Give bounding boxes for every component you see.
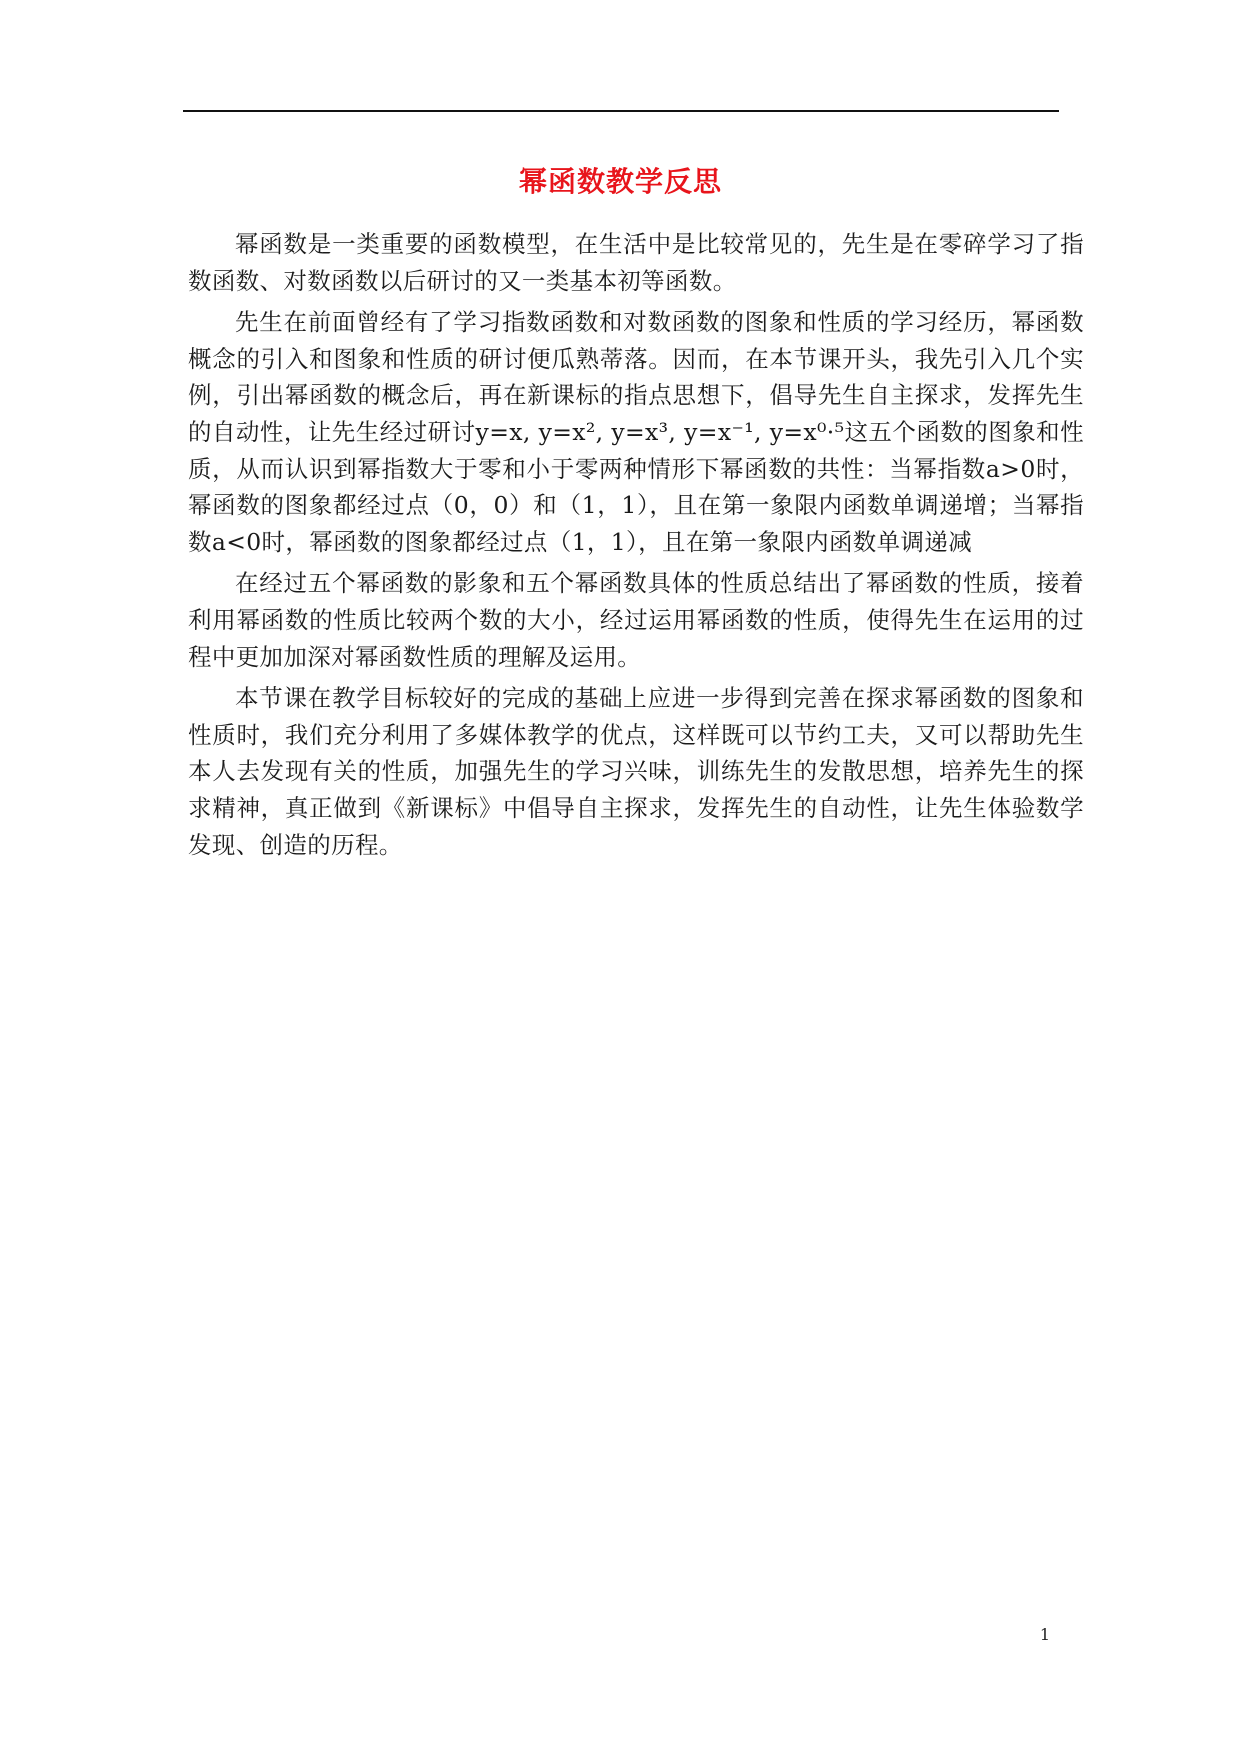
paragraph-3: 在经过五个幂函数的影象和五个幂函数具体的性质总结出了幂函数的性质，接着利用幂函数的性质比较两个数的大小，经过运用幂函数的性质，使得先生在运用的过程中更加加深对幂函数性质的理解及运用。 (188, 569, 1084, 671)
paragraph-4: 本节课在教学目标较好的完成的基础上应进一步得到完善在探求幂函数的图象和性质时，我们充分利用了多媒体教学的优点，这样既可以节约工夫，又可以帮助先生本人去发现有关的性质，加强先生的学习兴味，训练先生的发散思想，培养先生的探求精神，真正做到《新课标》中倡导自主探求，发挥先生的自动性，让先生体验数学发现、创造的历程。 (188, 684, 1084, 859)
document-title: 幂函数教学反思 (518, 165, 722, 198)
page-number: 1 (1039, 1625, 1051, 1644)
header-rule (183, 110, 1059, 112)
paragraph-2: 先生在前面曾经有了学习指数函数和对数函数的图象和性质的学习经历，幂函数概念的引入和图象和性质的研讨便瓜熟蒂落。因而，在本节课开头，我先引入几个实例，引出幂函数的概念后，再在新课标的指点思想下，倡导先生自主探求，发挥先生的自动性，让先生经过研讨y=x, y=x², y=x³, y=x⁻¹, y=x⁰·⁵这五个函数的图象和性质，从而认识到幂指数大于零和小于零两种情形下幂函数的共性：当幂指数a>0时，幂函数的图象都经过点（0，0）和（1，1），且在第一象限内函数单调递增；当幂指数a<0时，幂函数的图象都经过点（1，1），且在第一象限内函数单调递减 (188, 308, 1084, 556)
paragraph-1: 幂函数是一类重要的函数模型，在生活中是比较常见的，先生是在零碎学习了指数函数、对数函数以后研讨的又一类基本初等函数。 (188, 230, 1084, 295)
document-body (188, 226, 1084, 868)
